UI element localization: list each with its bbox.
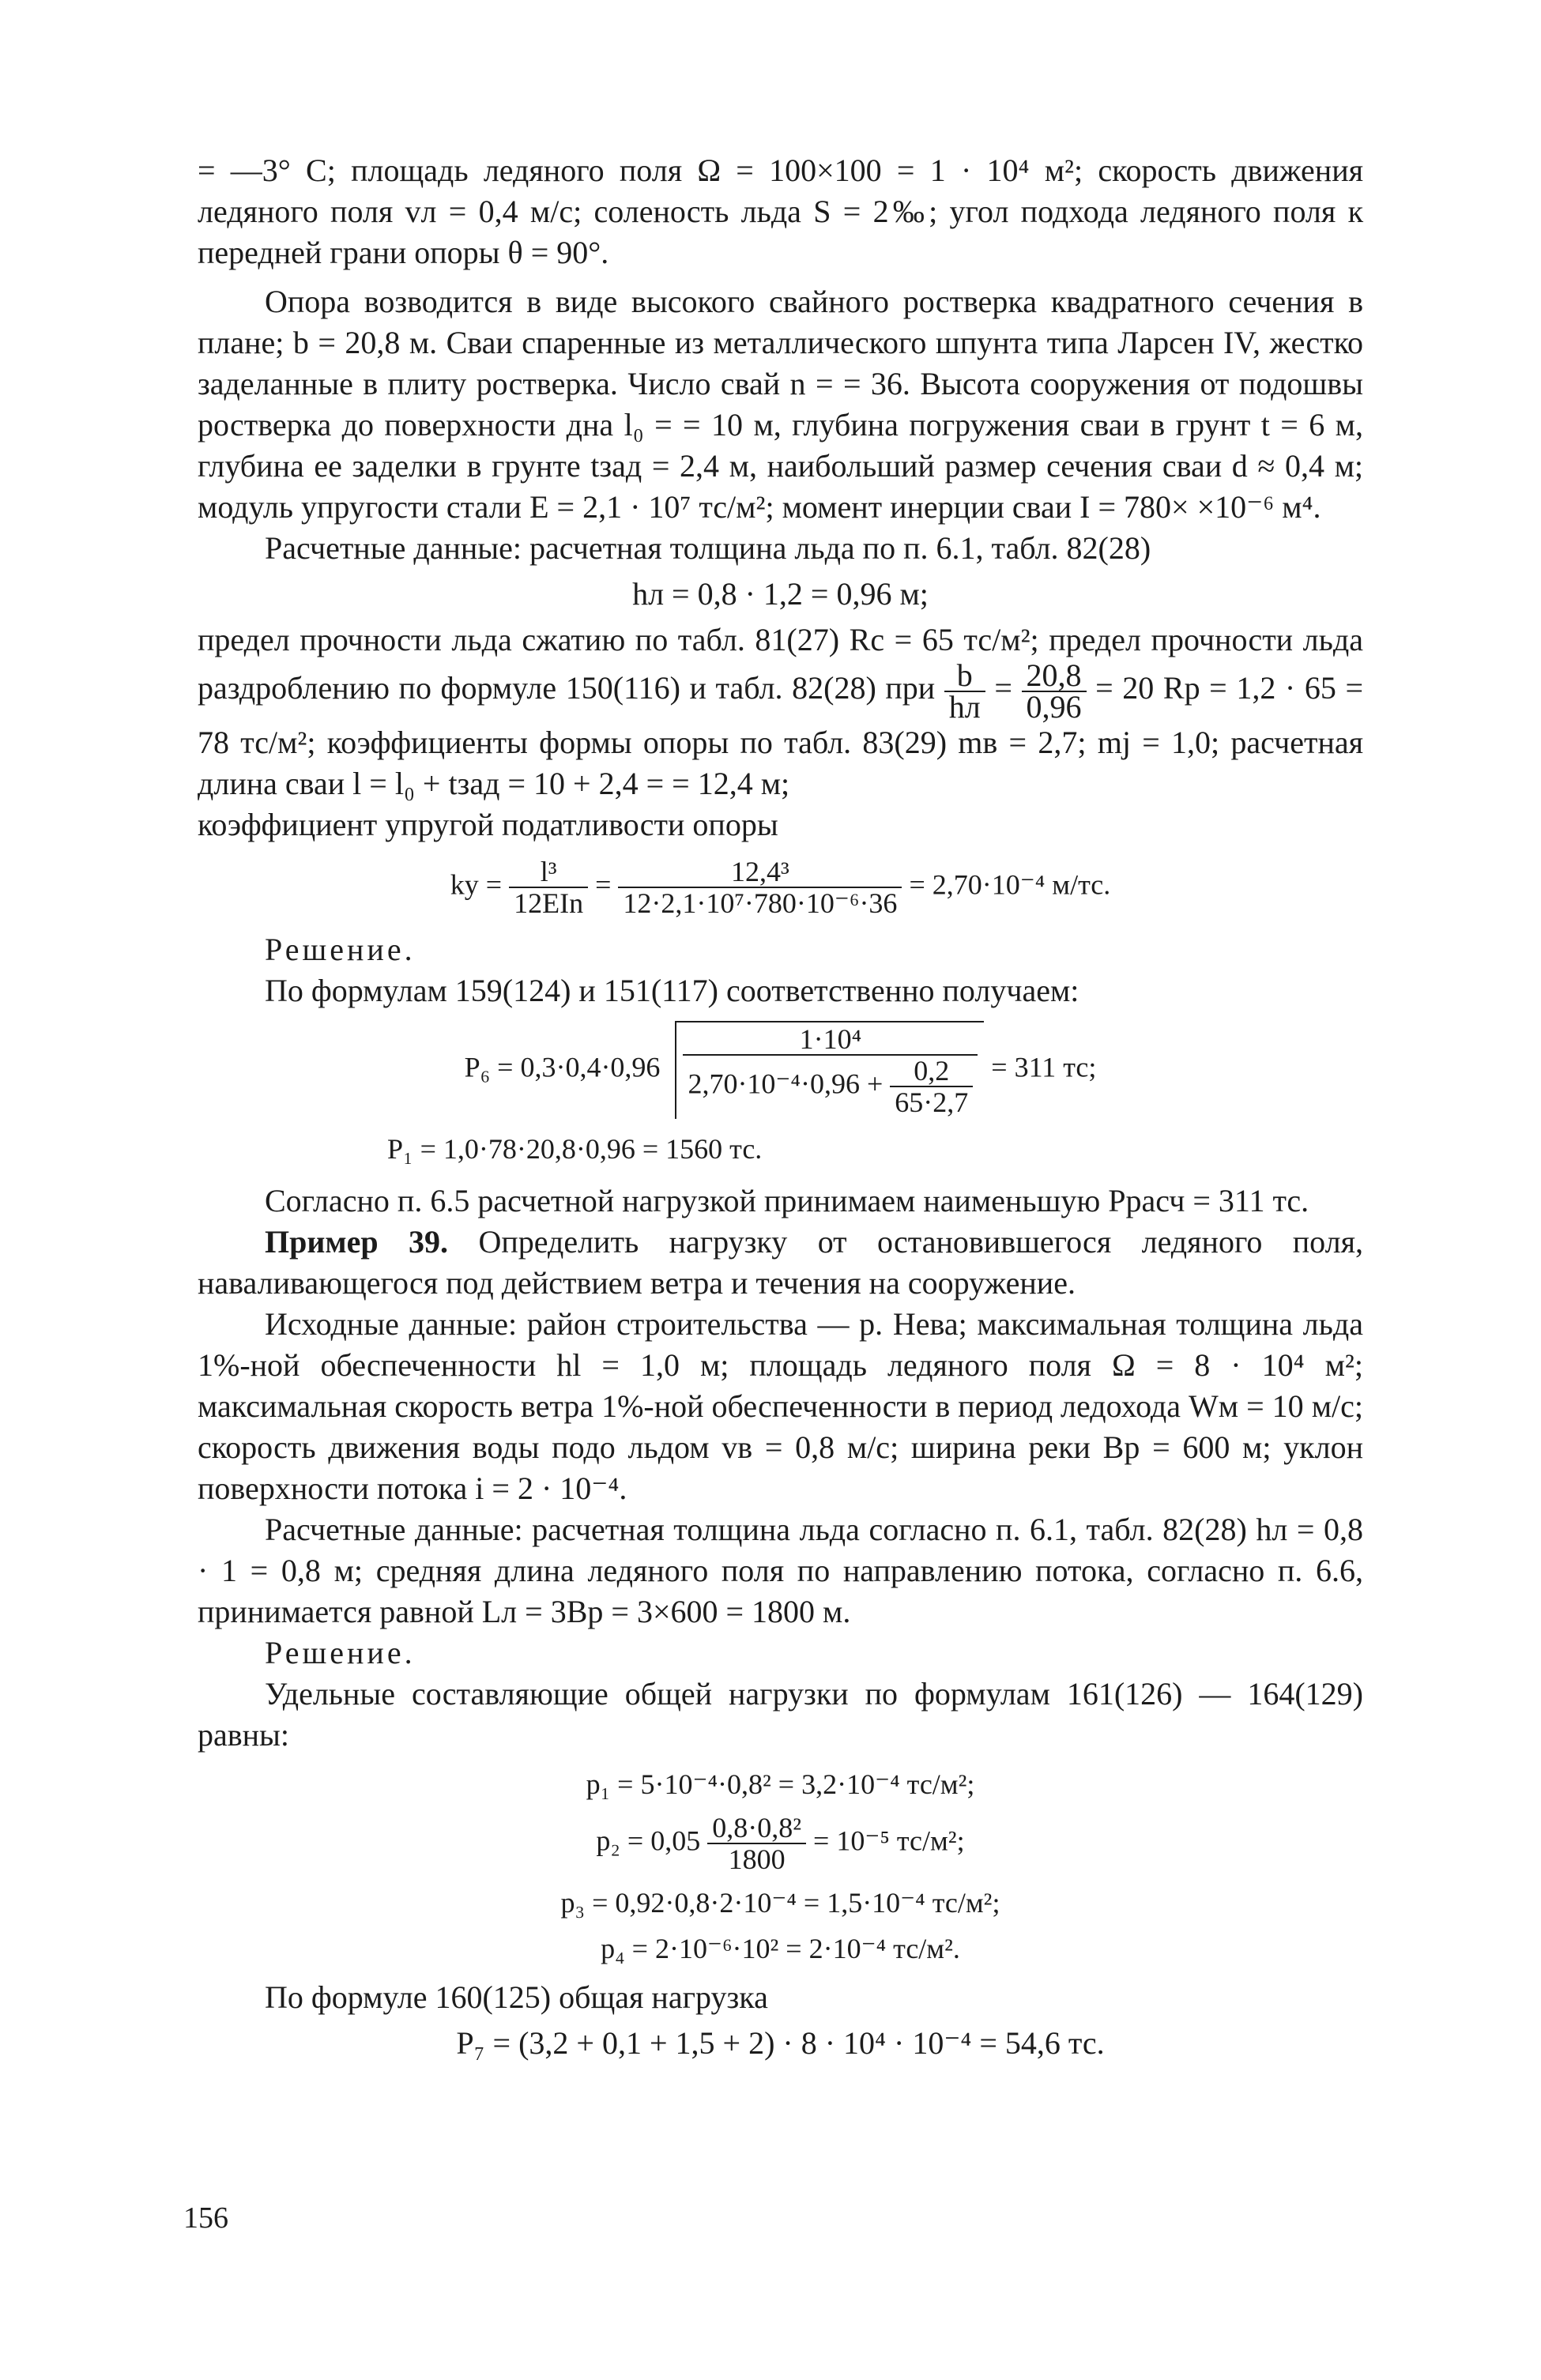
denominator: hл — [948, 689, 981, 725]
text: 2,70·10⁻⁴·0,96 + — [688, 1068, 884, 1100]
numerator: 0,8·0,8² — [707, 1813, 806, 1844]
paragraph: Опора возводится в виде высокого свайного ростверка квадратного сечения в плане; b = 20,8 м. Сваи спаренные из металлического шпунта типа Ларсен IV, жестко заделанные в плиту ростверка. Число свай n = = 36. Высота сооружения от подошвы ростверка до поверхности дна l₀ = = 10 м, глубина погружения сваи в грунт t = 6 м, глубина ее заделки в грунте tзад = 2,4 м, наибольший размер сечения сваи d ≈ 0,4 м; модуль упругости стали E = 2,1 · 10⁷ тс/м²; момент инерции сваи I = 780× ×10⁻⁶ м⁴. — [198, 284, 1363, 525]
paragraph: Удельные составляющие общей нагрузки по формулам 161(126) — 164(129) равны: — [198, 1676, 1363, 1753]
page-number: 156 — [183, 2201, 228, 2235]
formula — [198, 1813, 1363, 1874]
denominator: 65·2,7 — [895, 1086, 969, 1118]
denominator — [683, 1056, 978, 1117]
paragraph: = —3° С; площадь ледяного поля Ω = 100×100 = 1 · 10⁴ м²; скорость движения ледяного поля vл = 0,4 м/с; соленость льда S = 2‰; угол подхода ледяного поля к передней грани опоры θ = 90°. — [198, 153, 1363, 270]
paragraph — [198, 1222, 1363, 1304]
fraction — [944, 657, 985, 725]
formula-lhs: P₆ = 0,3·0,4·0,96 — [464, 1051, 661, 1083]
text: предел прочности льда сжатию по табл. 81(27) Rс = 65 тс/м²; предел прочности льда раздроблению по формуле 150(116) и табл. 82(28) при — [198, 622, 1363, 706]
formula: p₁ = 5·10⁻⁴·0,8² = 3,2·10⁻⁴ тс/м²; — [586, 1768, 975, 1800]
text: = 20 Rр = 1,2 · 65 = 78 тс/м²; коэффициенты формы опоры по табл. 83(29) mв = 2,7; mj = 1,0; расчетная длина сваи l = l₀ + tзад = 10 + 2,4 = = 12,4 м; — [198, 670, 1364, 801]
formula: P₁ = 1,0·78·20,8·0,96 = 1560 тс. — [387, 1133, 763, 1165]
denominator: 0,96 — [1026, 689, 1082, 725]
sqrt — [675, 1021, 984, 1119]
section-heading: Решение. — [265, 1635, 416, 1670]
numerator: 12,4³ — [618, 857, 902, 888]
formula: p₄ = 2·10⁻⁶·10² = 2·10⁻⁴ тс/м². — [601, 1933, 960, 1964]
fraction — [890, 1056, 973, 1117]
paragraph: предел прочности льда сжатию по табл. 81(27) Rс = 65 тс/м²; предел прочности льда раздроблению по формуле 150(116) и табл. 82(28) при $\frac{b}{hл}$ = $\frac{20,8}{0,96}$ = 20 Rр = 1,2 · 65 = 78 тс/м²; коэффициенты формы опоры по табл. 83(29) mв = 2,7; mj = 1,0; расчетная длина сваи l = l₀ + tзад = 10 + 2,4 = = 12,4 м; — [198, 622, 1364, 801]
paragraph: По формуле 160(125) общая нагрузка — [265, 1979, 768, 2015]
formula: hл = 0,8 · 1,2 = 0,96 м; — [632, 576, 929, 612]
fraction — [1022, 657, 1087, 725]
formula-lhs: ky = — [450, 868, 503, 901]
denominator: 1800 — [728, 1843, 786, 1875]
fraction — [618, 857, 902, 918]
fraction — [509, 857, 588, 918]
paragraph: коэффициент упругой податливости опоры — [198, 807, 778, 842]
formula — [198, 1021, 1363, 1119]
fraction — [707, 1813, 806, 1874]
formula-rhs: = 2,70·10⁻⁴ м/тс. — [909, 868, 1111, 901]
formula: ky = $\frac{\text{l³}}{\text{12EIn}}$ = $\frac{\text{12,4³}}{\text{12·2,1·10⁷·780·10⁻⁶·36}}$ = 2,70·10⁻⁴ м/тс. — [450, 856, 1111, 919]
numerator: 20,8 — [1022, 661, 1087, 692]
text: Определить нагрузку от остановившегося ледяного поля, наваливающегося под действием ветра и течения на сооружение. — [198, 1224, 1364, 1301]
paragraph: Согласно п. 6.5 расчетной нагрузкой принимаем наименьшую Pрасч = 311 тс. — [265, 1183, 1309, 1218]
numerator: 0,2 — [890, 1056, 973, 1087]
denominator: 12EIn — [514, 887, 584, 919]
formula: P₇ = (3,2 + 0,1 + 1,5 + 2) · 8 · 10⁴ · 10⁻⁴ = 54,6 тс. — [456, 2025, 1105, 2061]
section-heading: Решение. — [265, 932, 416, 967]
paragraph: Расчетные данные: расчетная толщина льда согласно п. 6.1, табл. 82(28) hл = 0,8 · 1 = 0,8 м; средняя длина ледяного поля по направлению потока, согласно п. 6.6, принимается равной Lл = 3Bр = 3×600 = 1800 м. — [198, 1512, 1363, 1629]
formula-lhs: p₂ = 0,05 — [596, 1825, 701, 1857]
formula-rhs: = 10⁻⁵ тс/м²; — [813, 1825, 965, 1857]
numerator: l³ — [509, 857, 588, 888]
formula-rhs: = 311 тс; — [991, 1051, 1097, 1083]
paragraph: Расчетные данные: расчетная толщина льда по п. 6.1, табл. 82(28) — [265, 530, 1151, 566]
denominator: 12·2,1·10⁷·780·10⁻⁶·36 — [623, 887, 898, 919]
fraction — [683, 1024, 978, 1117]
numerator: b — [944, 661, 985, 692]
page-body — [198, 150, 1363, 2069]
numerator: 1·10⁴ — [683, 1024, 978, 1056]
paragraph: По формулам 159(124) и 151(117) соответственно получаем: — [265, 973, 1079, 1008]
formula: p₃ = 0,92·0,8·2·10⁻⁴ = 1,5·10⁻⁴ тс/м²; — [560, 1887, 1000, 1919]
example-label: Пример 39. — [265, 1224, 449, 1260]
paragraph: Исходные данные: район строительства — р. Нева; максимальная толщина льда 1%-ной обеспеченности hl = 1,0 м; площадь ледяного поля Ω = 8 · 10⁴ м²; максимальная скорость ветра 1%-ной обеспеченности в период ледохода Wм = 10 м/с; скорость движения воды подо льдом vв = 0,8 м/с; ширина реки Bр = 600 м; уклон поверхности потока i = 2 · 10⁻⁴. — [198, 1306, 1363, 1506]
